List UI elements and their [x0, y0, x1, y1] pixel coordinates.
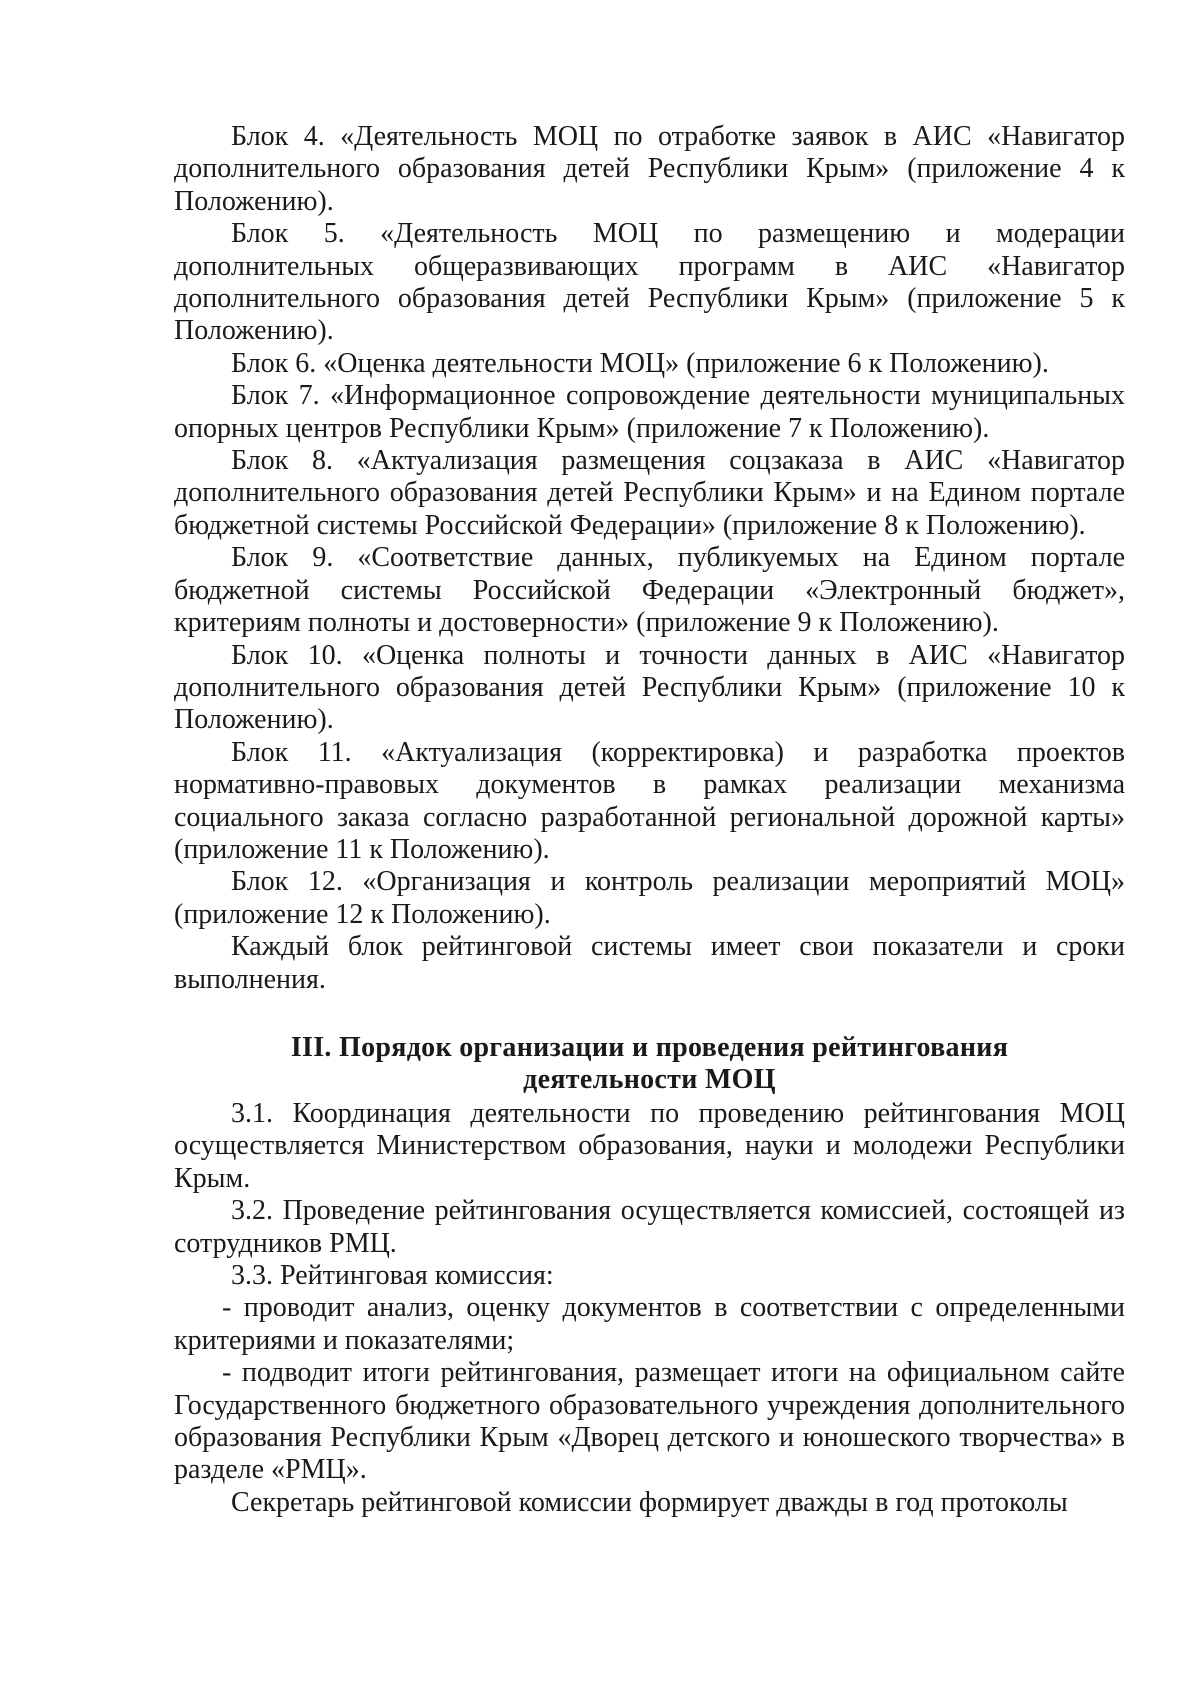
- paragraph-block-8: Блок 8. «Актуализация размещения соцзаказа в АИС «Навигатор дополнительного образования детей Республики Крым» и на Едином портале бюджетной системы Российской Федерации» (приложение 8 к Положению).: [174, 445, 1125, 541]
- paragraph-block-11: Блок 11. «Актуализация (корректировка) и разработка проектов нормативно-правовых документов в рамках реализации механизма социального заказа согласно разработанной региональной дорожной карты» (приложение 11 к Положению).: [174, 736, 1125, 865]
- paragraph-block-6: Блок 6. «Оценка деятельности МОЦ» (приложение 6 к Положению).: [231, 347, 1049, 379]
- dash-item-analysis: - проводит анализ, оценку документов в соответствии с определенными критериями и показателями;: [174, 1292, 1125, 1356]
- paragraph-block-12: Блок 12. «Организация и контроль реализации мероприятий МОЦ» (приложение 12 к Положению).: [174, 866, 1125, 930]
- document-body: [174, 121, 1125, 1519]
- paragraph-block-9: Блок 9. «Соответствие данных, публикуемых на Едином портале бюджетной системы Российской Федерации «Электронный бюджет», критериям полноты и достоверности» (приложение 9 к Положению).: [174, 542, 1125, 639]
- paragraph-block-5: Блок 5. «Деятельность МОЦ по размещению и модерации дополнительных общеразвивающих программ в АИС «Навигатор дополнительного образования детей Республики Крым» (приложение 5 к Положению).: [174, 218, 1125, 347]
- paragraph-block-10: Блок 10. «Оценка полноты и точности данных в АИС «Навигатор дополнительного образования детей Республики Крым» (приложение 10 к Положению).: [174, 639, 1125, 736]
- section-heading: [174, 1032, 1125, 1096]
- paragraph-block-7: Блок 7. «Информационное сопровождение деятельности муниципальных опорных центров Республики Крым» (приложение 7 к Положению).: [174, 380, 1125, 444]
- paragraph-secretary: Секретарь рейтинговой комиссии формирует дважды в год протоколы: [231, 1486, 1068, 1518]
- paragraph-3-1: 3.1. Координация деятельности по проведению рейтингования МОЦ осуществляется Министерством образования, науки и молодежи Республики Крым.: [174, 1097, 1125, 1194]
- dash-item-results: - подводит итоги рейтингования, размещает итоги на официальном сайте Государственного бюджетного образовательного учреждения дополнительного образования Республики Крым «Дворец детского и юношеского творчества» в разделе «РМЦ».: [174, 1357, 1125, 1486]
- paragraph-block-4: Блок 4. «Деятельность МОЦ по отработке заявок в АИС «Навигатор дополнительного образования детей Республики Крым» (приложение 4 к Положению).: [174, 121, 1125, 217]
- paragraph-3-2: 3.2. Проведение рейтингования осуществляется комиссией, состоящей из сотрудников РМЦ.: [174, 1195, 1125, 1259]
- section-heading-line-2: деятельности МОЦ: [523, 1063, 776, 1095]
- paragraph-summary: Каждый блок рейтинговой системы имеет свои показатели и сроки выполнения.: [174, 931, 1125, 995]
- paragraph-3-3: 3.3. Рейтинговая комиссия:: [231, 1260, 554, 1291]
- section-heading-line-1: III. Порядок организации и проведения рейтингования: [290, 1031, 1009, 1063]
